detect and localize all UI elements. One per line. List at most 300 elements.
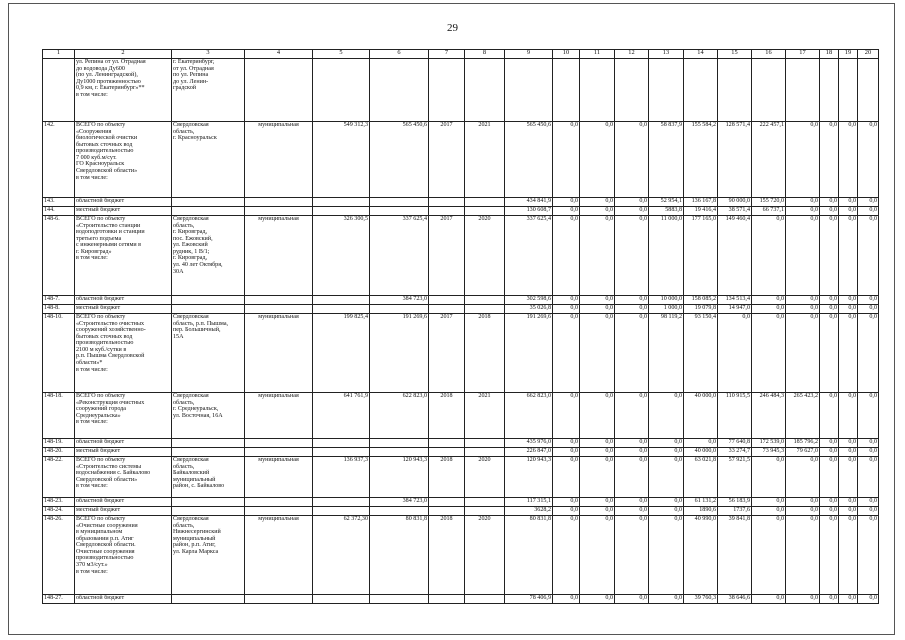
table-cell: 0,0	[820, 305, 839, 314]
table-cell: 128 571,4	[718, 122, 752, 198]
budget-row	[43, 296, 879, 305]
table-cell: 0,0	[820, 595, 839, 604]
table-cell: 0,0	[615, 122, 649, 198]
table-cell	[313, 595, 370, 604]
table-cell: 0,0	[858, 296, 879, 305]
table-cell: 434 841,9	[505, 198, 553, 207]
table-cell: 2018	[429, 393, 465, 439]
table-cell: 0,0	[649, 393, 684, 439]
table-cell	[313, 439, 370, 448]
table-cell: 0,0	[839, 516, 858, 595]
table-cell	[429, 498, 465, 507]
table-cell: 0,0	[820, 507, 839, 516]
table-cell	[465, 198, 505, 207]
table-cell: ВСЕГО по объекту «Очистные сооружения в муниципальном образовании р.п. Атиг Свердловской области. Очистные сооружения производительностью 370 м3/сут.» в том числе:	[75, 516, 172, 595]
table-cell: 0,0	[752, 498, 786, 507]
table-cell	[684, 59, 718, 122]
table-cell: 0,0	[553, 448, 580, 457]
table-cell: 148-7.	[43, 296, 75, 305]
table-cell: 0,0	[839, 448, 858, 457]
table-cell: 61 131,2	[684, 498, 718, 507]
table-cell: 0,0	[553, 314, 580, 393]
table-cell: ул. Репина от ул. Отрадная до водовода Ду600 (по ул. Ленинградской), Ду1000 протяженностью 0,9 км, г. Екатеринбург»** в том числе:	[75, 59, 172, 122]
budget-row	[43, 439, 879, 448]
table-cell: 0,0	[839, 498, 858, 507]
table-cell	[615, 59, 649, 122]
table-cell: 0,0	[615, 296, 649, 305]
column-number: 9	[505, 50, 553, 59]
table-cell	[370, 507, 429, 516]
table-cell: 0,0	[649, 595, 684, 604]
table-cell: 0,0	[839, 207, 858, 216]
column-number: 2	[75, 50, 172, 59]
table-cell: ВСЕГО по объекту «Строительство очистных сооружений хозяйственно- бытовых сточных вод производительностью 2100 м куб./сутки в р.п. Пышма Свердловской области»* в том числе:	[75, 314, 172, 393]
table-cell	[370, 305, 429, 314]
table-cell: местный бюджет	[75, 207, 172, 216]
table-cell: 19 416,4	[684, 207, 718, 216]
table-cell: 0,0	[858, 122, 879, 198]
table-cell	[429, 59, 465, 122]
column-number: 1	[43, 50, 75, 59]
budget-row	[43, 207, 879, 216]
table-cell	[465, 59, 505, 122]
table-cell: 0,0	[580, 296, 615, 305]
table-cell	[465, 305, 505, 314]
table-cell: 80 831,8	[505, 516, 553, 595]
table-cell: 2021	[465, 393, 505, 439]
table-cell	[718, 59, 752, 122]
table-cell	[313, 448, 370, 457]
table-cell	[245, 296, 313, 305]
table-cell: 172 539,0	[752, 439, 786, 448]
table-cell: местный бюджет	[75, 507, 172, 516]
table-cell: 199 825,4	[313, 314, 370, 393]
table-cell: 222 457,1	[752, 122, 786, 198]
table-cell: 0,0	[580, 305, 615, 314]
table-cell: 0,0	[786, 216, 820, 296]
table-cell: 0,0	[839, 314, 858, 393]
table-cell: 0,0	[820, 296, 839, 305]
table-cell: 0,0	[553, 207, 580, 216]
table-cell: 14 947,0	[718, 305, 752, 314]
table-cell: 39 841,8	[718, 516, 752, 595]
table-cell: 80 831,8	[370, 516, 429, 595]
table-cell	[465, 507, 505, 516]
table-cell: ВСЕГО по объекту «Сооружения биологической очистки бытовых сточных вод производительностью 7 000 куб.м/сут. ГО Красноуральск Свердловской области» в том числе:	[75, 122, 172, 198]
table-cell: муниципальная	[245, 516, 313, 595]
table-cell: 0,0	[580, 216, 615, 296]
table-cell: 0,0	[553, 216, 580, 296]
table-cell: областной бюджет	[75, 595, 172, 604]
table-cell: Свердловская область, г. Красноуральск	[172, 122, 245, 198]
table-cell: 0,0	[786, 498, 820, 507]
table-cell: 0,0	[839, 507, 858, 516]
table-cell: 0,0	[786, 314, 820, 393]
table-cell: 2017	[429, 122, 465, 198]
table-cell: 2018	[465, 314, 505, 393]
table-cell: 0,0	[839, 305, 858, 314]
table-cell: 0,0	[553, 498, 580, 507]
table-cell: 0,0	[839, 393, 858, 439]
table-cell: областной бюджет	[75, 439, 172, 448]
table-cell: 0,0	[752, 457, 786, 498]
table-cell: 0,0	[820, 439, 839, 448]
table-cell: местный бюджет	[75, 448, 172, 457]
table-cell	[370, 198, 429, 207]
table-cell: 38 646,6	[718, 595, 752, 604]
table-cell: 641 761,9	[313, 393, 370, 439]
table-cell: 120 943,3	[370, 457, 429, 498]
table-cell: 148-26.	[43, 516, 75, 595]
table-cell	[313, 296, 370, 305]
table-cell: 93 150,4	[684, 314, 718, 393]
table-cell: 0,0	[615, 216, 649, 296]
table-cell: 0,0	[752, 507, 786, 516]
table-cell: 57 921,5	[718, 457, 752, 498]
table-cell: 40 000,0	[684, 393, 718, 439]
table-cell	[752, 59, 786, 122]
table-cell: 0,0	[684, 439, 718, 448]
table-cell: 0,0	[615, 457, 649, 498]
table-cell	[553, 59, 580, 122]
table-cell: Свердловская область, Нижнесергинский муниципальный район, р.п. Атиг, ул. Карла Маркса	[172, 516, 245, 595]
table-cell: 0,0	[786, 296, 820, 305]
table-cell	[370, 59, 429, 122]
table-cell: 0,0	[786, 305, 820, 314]
table-cell: 148-8.	[43, 305, 75, 314]
table-cell	[465, 498, 505, 507]
table-cell: 0,0	[615, 305, 649, 314]
table-cell: 148-24.	[43, 507, 75, 516]
table-cell: 11 000,0	[649, 216, 684, 296]
table-cell: 0,0	[839, 457, 858, 498]
table-cell	[429, 448, 465, 457]
table-cell	[172, 296, 245, 305]
budget-row	[43, 498, 879, 507]
table-cell: 2017	[429, 314, 465, 393]
budget-row	[43, 448, 879, 457]
table-cell: 148-23.	[43, 498, 75, 507]
table-cell	[465, 296, 505, 305]
table-cell	[786, 59, 820, 122]
table-cell: 565 450,6	[505, 122, 553, 198]
table-cell: 0,0	[858, 498, 879, 507]
table-cell: 0,0	[858, 507, 879, 516]
table-cell: ВСЕГО по объекту «Строительство станции водоподготовки и станции третьего подъема с инженерными сетями в г. Кировград» в том числе:	[75, 216, 172, 296]
column-number: 14	[684, 50, 718, 59]
table-cell: 0,0	[786, 122, 820, 198]
table-cell: 0,0	[553, 507, 580, 516]
column-number: 20	[858, 50, 879, 59]
table-cell: 0,0	[615, 448, 649, 457]
table-cell: 58 837,9	[649, 122, 684, 198]
object-row	[43, 516, 879, 595]
table-cell: 0,0	[820, 216, 839, 296]
column-number: 19	[839, 50, 858, 59]
table-cell: областной бюджет	[75, 296, 172, 305]
table-cell: 0,0	[718, 314, 752, 393]
table-cell: 134 513,4	[718, 296, 752, 305]
table-cell: 0,0	[615, 507, 649, 516]
table-cell: 246 484,3	[752, 393, 786, 439]
table-cell: 155 584,2	[684, 122, 718, 198]
table-cell: 98 119,2	[649, 314, 684, 393]
table-cell: 0,0	[752, 305, 786, 314]
table-cell	[465, 595, 505, 604]
table-cell: 0,0	[786, 207, 820, 216]
table-cell: 0,0	[786, 516, 820, 595]
table-cell	[172, 595, 245, 604]
table-cell: 0,0	[553, 305, 580, 314]
table-cell: 0,0	[786, 595, 820, 604]
table-cell: 0,0	[752, 296, 786, 305]
table-cell: 265 423,2	[786, 393, 820, 439]
table-cell: 0,0	[615, 207, 649, 216]
table-cell: 226 847,0	[505, 448, 553, 457]
column-number: 6	[370, 50, 429, 59]
table-cell	[370, 207, 429, 216]
table-cell: 0,0	[839, 296, 858, 305]
table-cell: 0,0	[580, 595, 615, 604]
table-cell: 35 026,8	[505, 305, 553, 314]
object-row	[43, 393, 879, 439]
table-cell: муниципальная	[245, 314, 313, 393]
table-cell: муниципальная	[245, 216, 313, 296]
table-cell	[505, 59, 553, 122]
table-cell: 0,0	[839, 595, 858, 604]
table-cell: 77 640,8	[718, 439, 752, 448]
column-number: 16	[752, 50, 786, 59]
table-cell: 1 000,0	[649, 305, 684, 314]
table-cell: 136 937,3	[313, 457, 370, 498]
column-number: 15	[718, 50, 752, 59]
table-cell: 622 823,0	[370, 393, 429, 439]
table-cell: 78 406,9	[505, 595, 553, 604]
table-cell: областной бюджет	[75, 498, 172, 507]
table-cell: 66 737,1	[752, 207, 786, 216]
column-number-row	[43, 50, 879, 59]
object-row	[43, 122, 879, 198]
table-cell: 0,0	[786, 507, 820, 516]
table-cell	[429, 595, 465, 604]
table-cell	[245, 305, 313, 314]
table-cell: 0,0	[580, 314, 615, 393]
table-cell	[313, 498, 370, 507]
table-cell: 0,0	[615, 498, 649, 507]
column-number: 18	[820, 50, 839, 59]
column-number: 5	[313, 50, 370, 59]
table-cell	[313, 305, 370, 314]
column-number: 13	[649, 50, 684, 59]
table-cell: 0,0	[786, 198, 820, 207]
table-cell: 384 723,0	[370, 498, 429, 507]
table-cell	[172, 439, 245, 448]
table-cell: 2020	[465, 516, 505, 595]
table-cell: 662 823,0	[505, 393, 553, 439]
table-cell: 302 598,6	[505, 296, 553, 305]
table-cell: 0,0	[858, 448, 879, 457]
table-cell: 148-22.	[43, 457, 75, 498]
table-cell: 148-27.	[43, 595, 75, 604]
table-cell: 191 269,6	[370, 314, 429, 393]
table-cell	[43, 59, 75, 122]
table-cell	[858, 59, 879, 122]
table-cell: 0,0	[580, 439, 615, 448]
table-cell: 0,0	[615, 439, 649, 448]
table-cell: 143.	[43, 198, 75, 207]
column-number: 7	[429, 50, 465, 59]
table-cell	[429, 198, 465, 207]
table-cell: муниципальная	[245, 457, 313, 498]
table-cell	[313, 198, 370, 207]
table-cell: 0,0	[752, 595, 786, 604]
table-cell	[245, 507, 313, 516]
table-cell: 1737,6	[718, 507, 752, 516]
table-cell	[172, 305, 245, 314]
table-cell: 0,0	[553, 198, 580, 207]
table-cell: 0,0	[820, 122, 839, 198]
table-cell: 191 269,6	[505, 314, 553, 393]
table-cell	[172, 498, 245, 507]
table-cell: 0,0	[858, 216, 879, 296]
table-body	[43, 59, 879, 604]
table-cell: 0,0	[553, 296, 580, 305]
table-cell: 0,0	[649, 448, 684, 457]
table-cell: 0,0	[820, 448, 839, 457]
table-cell: 120 943,3	[505, 457, 553, 498]
table-cell: Свердловская область, г. Кировград, пос. Ежовский, ул. Ежовский рудник, 1 В/1; г. Кировград, ул. 40 лет Октября, 30А	[172, 216, 245, 296]
table-cell: 0,0	[580, 448, 615, 457]
table-cell: 2018	[429, 516, 465, 595]
table-cell: 0,0	[820, 457, 839, 498]
table-cell: 0,0	[858, 314, 879, 393]
table-cell: 0,0	[649, 457, 684, 498]
table-cell: 0,0	[553, 516, 580, 595]
table-cell: 0,0	[553, 122, 580, 198]
table-cell: 149 460,4	[718, 216, 752, 296]
table-cell: 148-20.	[43, 448, 75, 457]
table-cell: 3628,2	[505, 507, 553, 516]
table-cell: 0,0	[649, 516, 684, 595]
column-number: 8	[465, 50, 505, 59]
table-cell: 0,0	[839, 439, 858, 448]
table-cell: 90 000,0	[718, 198, 752, 207]
table-cell: муниципальная	[245, 393, 313, 439]
object-row	[43, 216, 879, 296]
page-number: 29	[447, 22, 458, 34]
table-cell: 0,0	[615, 595, 649, 604]
table-cell	[245, 448, 313, 457]
table-cell	[172, 448, 245, 457]
table-cell: 0,0	[858, 207, 879, 216]
table-cell: 177 165,0	[684, 216, 718, 296]
table-cell: областной бюджет	[75, 198, 172, 207]
table-cell	[429, 507, 465, 516]
table-cell: 63 021,8	[684, 457, 718, 498]
table-cell: 148-6.	[43, 216, 75, 296]
table-cell: 0,0	[615, 516, 649, 595]
table-cell: 130 608,7	[505, 207, 553, 216]
column-number: 12	[615, 50, 649, 59]
table-cell	[245, 439, 313, 448]
table-cell: 0,0	[858, 198, 879, 207]
table-cell: 10 000,0	[649, 296, 684, 305]
table-cell: 0,0	[553, 439, 580, 448]
table-cell: 326 300,5	[313, 216, 370, 296]
table-cell: 39 760,3	[684, 595, 718, 604]
table-cell	[429, 296, 465, 305]
table-cell: 0,0	[649, 498, 684, 507]
table-cell	[429, 305, 465, 314]
table-cell	[370, 439, 429, 448]
table-cell	[370, 448, 429, 457]
table-cell: 0,0	[839, 122, 858, 198]
table-cell: 185 796,2	[786, 439, 820, 448]
table-cell: 19 079,8	[684, 305, 718, 314]
table-cell: 2017	[429, 216, 465, 296]
table-cell: 0,0	[580, 498, 615, 507]
table-cell: 158 085,2	[684, 296, 718, 305]
table-cell: 40 990,0	[684, 516, 718, 595]
table-cell: 0,0	[649, 507, 684, 516]
table-cell	[820, 59, 839, 122]
table-cell: 0,0	[858, 457, 879, 498]
table-cell: 0,0	[820, 314, 839, 393]
table-cell	[370, 595, 429, 604]
column-number: 11	[580, 50, 615, 59]
table-cell: Свердловская область, Байкаловский муниципальный район, с. Байкалово	[172, 457, 245, 498]
table-cell: 40 000,0	[684, 448, 718, 457]
table-cell	[465, 207, 505, 216]
table-cell: г. Екатеринбург, от ул. Отрадная по ул. Репина до ул. Ленин- градской	[172, 59, 245, 122]
table-cell: 384 723,0	[370, 296, 429, 305]
table-cell: 2021	[465, 122, 505, 198]
table-cell: 2020	[465, 457, 505, 498]
table-cell: 0,0	[820, 198, 839, 207]
table-cell: 0,0	[553, 393, 580, 439]
table-cell: 0,0	[580, 516, 615, 595]
table-cell: 0,0	[752, 314, 786, 393]
budget-row	[43, 507, 879, 516]
object-row	[43, 59, 879, 122]
table-cell: 136 167,8	[684, 198, 718, 207]
table-cell: 0,0	[580, 198, 615, 207]
table-cell	[465, 439, 505, 448]
table-cell: 56 183,9	[718, 498, 752, 507]
table-cell: 117 315,1	[505, 498, 553, 507]
table-cell: ВСЕГО по объекту «Строительство системы водоснабжения с. Байкалово Свердловской области» в том числе:	[75, 457, 172, 498]
table-cell: местный бюджет	[75, 305, 172, 314]
table-cell	[313, 207, 370, 216]
table-cell: 435 976,0	[505, 439, 553, 448]
table-cell: 1890,6	[684, 507, 718, 516]
table-cell: 0,0	[820, 207, 839, 216]
table-cell: 0,0	[820, 498, 839, 507]
table-cell: 0,0	[615, 393, 649, 439]
table-cell: 79 627,0	[786, 448, 820, 457]
table-cell: 0,0	[580, 207, 615, 216]
table-cell: 0,0	[820, 393, 839, 439]
table-cell: ВСЕГО по объекту «Реконструкция очистных сооружений города Среднеуральска» в том числе:	[75, 393, 172, 439]
table-cell: 0,0	[839, 216, 858, 296]
column-number: 4	[245, 50, 313, 59]
table-cell: 0,0	[820, 516, 839, 595]
table-cell: 62 372,30	[313, 516, 370, 595]
table-cell: 52 954,1	[649, 198, 684, 207]
table-cell	[429, 439, 465, 448]
table-cell	[245, 59, 313, 122]
table-cell: 148-18.	[43, 393, 75, 439]
